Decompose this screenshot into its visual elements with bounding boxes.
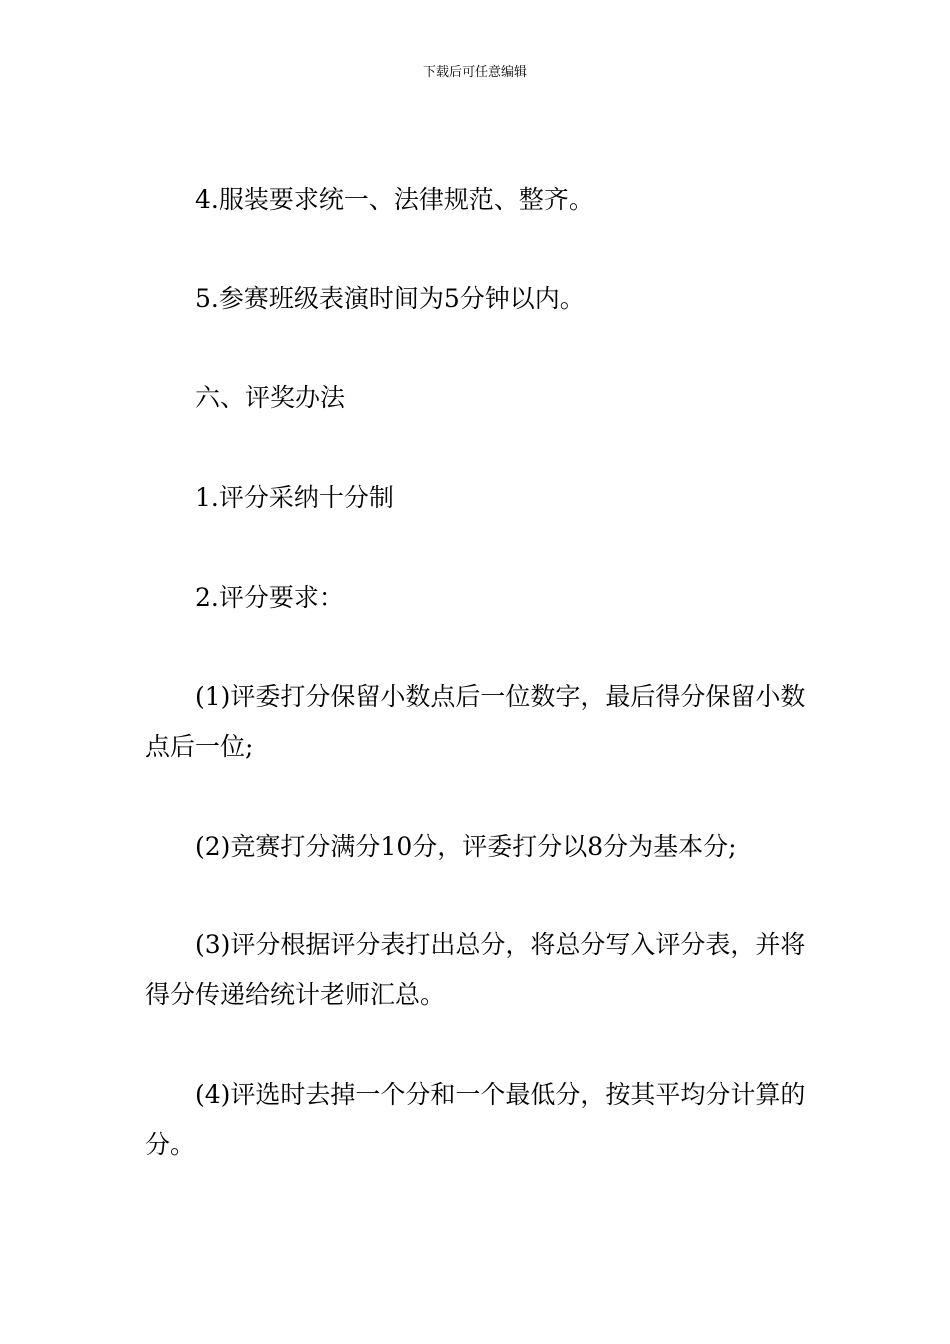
paragraph-scoring-system: 1.评分采纳十分制 — [195, 483, 394, 512]
paragraph-rule-2: (2)竞赛打分满分10分，评委打分以8分为基本分; — [195, 832, 737, 861]
paragraph-clothing-requirement: 4.服装要求统一、法律规范、整齐。 — [195, 185, 594, 214]
paragraph-rule-3: (3)评分根据评分表打出总分，将总分写入评分表，并将得分传递给统计老师汇总。 — [145, 930, 806, 1009]
paragraph-rule-4: (4)评选时去掉一个分和一个最低分，按其平均分计算的分。 — [145, 1080, 806, 1159]
page-header-note: 下载后可任意编辑 — [422, 65, 527, 80]
paragraph-performance-time: 5.参赛班级表演时间为5分钟以内。 — [195, 284, 585, 313]
paragraph-rule-1: (1)评委打分保留小数点后一位数字，最后得分保留小数点后一位; — [145, 682, 806, 761]
section-heading-awards: 六、评奖办法 — [195, 383, 346, 412]
paragraph-scoring-requirements: 2.评分要求： — [195, 583, 344, 612]
